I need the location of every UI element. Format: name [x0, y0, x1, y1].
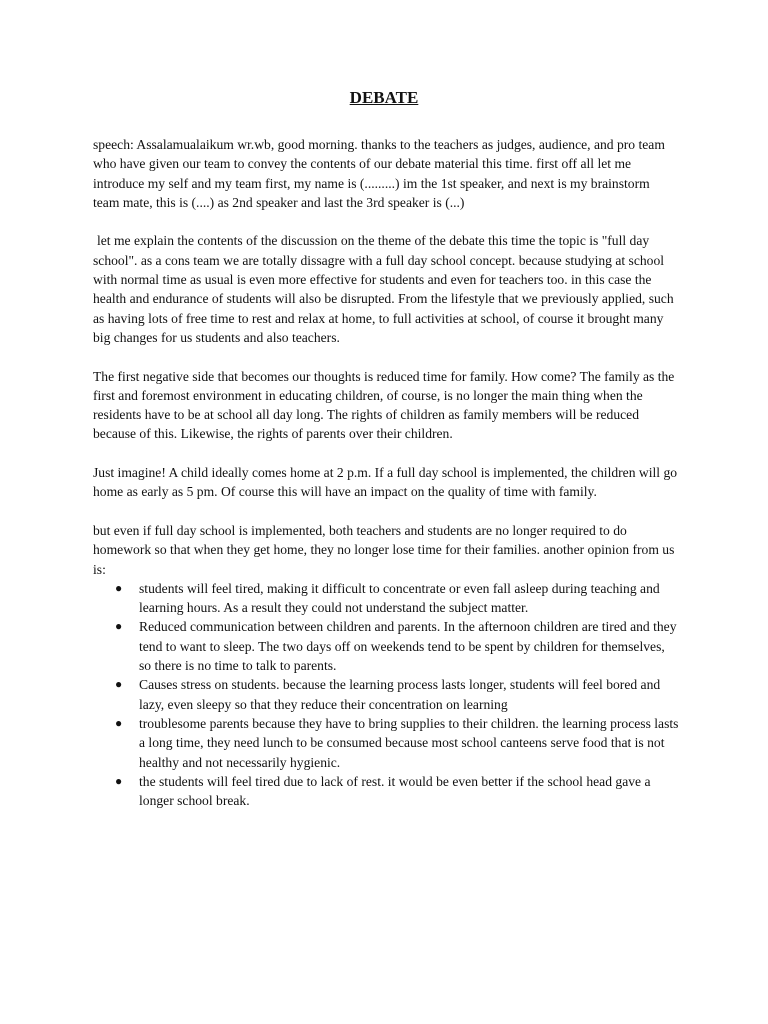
list-item [115, 579, 679, 618]
bullet-icon: ● [115, 773, 123, 788]
list-item-text: Reduced communication between children and parents. In the afternoon children are tired and they tend to want to sleep. The two days off on weekends tend to be spent by children for themselves, so there is no time to talk to parents. [139, 619, 677, 674]
paragraph-imagine: Just imagine! A child ideally comes home at 2 p.m. If a full day school is implemented, the children will go home as early as 5 pm. Of course this will have an impact on the quality of time with family. [93, 465, 678, 500]
paragraph-homework: but even if full day school is implemented, both teachers and students are no longer required to do homework so that when they get home, they no longer lose time for their families. another opinion from us is: [93, 522, 675, 577]
bullet-icon: ● [115, 619, 123, 634]
paragraph-topic: let me explain the contents of the discussion on the theme of the debate this time the topic is "full day school". as a cons team we are totally dissagre with a full day school concept. because studying at school with normal time as usual is even more effective for students and even for teachers too. in this case the health and endurance of students will also be disrupted. From the lifestyle that we previously applied, such as having lots of free time to rest and relax at home, to full activities at school, of course it brought many big changes for us students and also teachers. [93, 233, 674, 345]
list-item [115, 714, 679, 772]
list-item-text: Causes stress on students. because the learning process lasts longer, students will feel bored and lazy, even sleepy so that they reduce their concentration on learning [139, 677, 661, 712]
bullet-icon: ● [115, 677, 123, 692]
list-item-text: the students will feel tired due to lack of rest. it would be even better if the school head gave a longer school break. [139, 773, 651, 809]
list-item [115, 617, 679, 675]
list-item [115, 675, 679, 714]
document-body [93, 135, 679, 810]
paragraph-family-time: The first negative side that becomes our thoughts is reduced time for family. How come? The family as the first and foremost environment in educating children, of course, is no longer the main thing when the residents have to be at school all day long. The rights of children as family members will be reduced because of this. Likewise, the rights of parents over their children. [93, 368, 675, 442]
paragraph-intro: speech: Assalamualaikum wr.wb, good morning. thanks to the teachers as judges, audience, and pro team who have given our team to convey the contents of our debate material this time. first off all let me introduce my self and my team first, my name is (.........) im the 1st speaker, and next is my brainstorm team mate, this is (....) as 2nd speaker and last the 3rd speaker is (...) [93, 137, 665, 210]
bullet-icon: ● [115, 580, 123, 595]
list-item [115, 772, 679, 811]
document-title: DEBATE [349, 88, 419, 107]
list-item-text: students will feel tired, making it difficult to concentrate or even fall asleep during teaching and learning hours. As a result they could not understand the subject matter. [139, 580, 660, 616]
list-item-text: troublesome parents because they have to bring supplies to their children. the learning process lasts a long time, they need lunch to be consumed because most school canteens serve food that is not healthy and not necessarily hygienic. [139, 715, 679, 770]
opinion-list [93, 579, 679, 811]
bullet-icon: ● [115, 715, 123, 730]
